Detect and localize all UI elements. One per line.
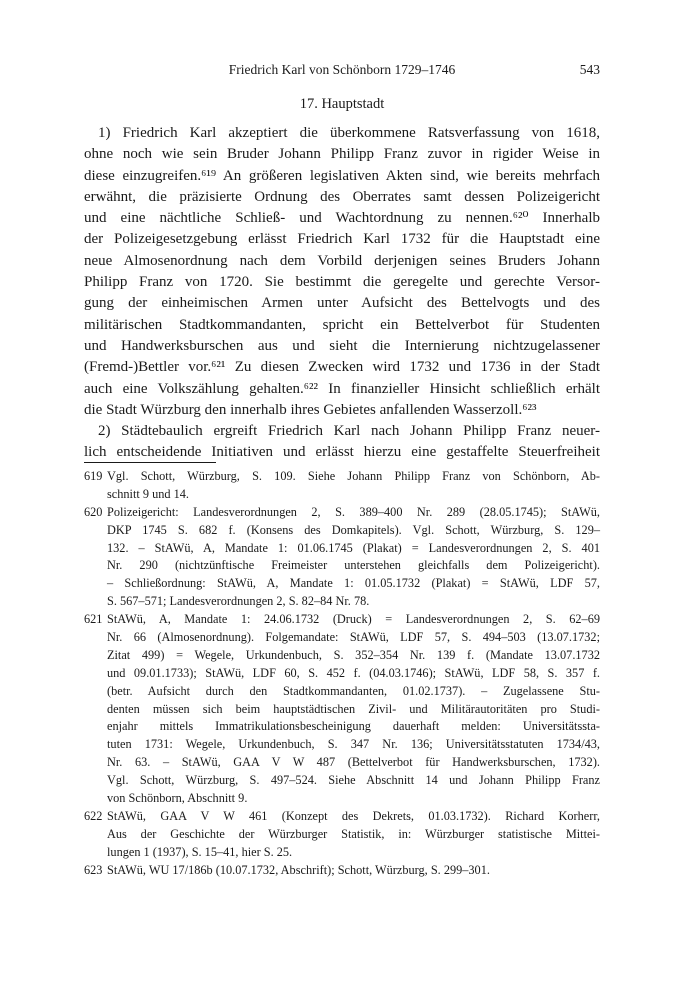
footnote-line: [84, 772, 600, 790]
footnote-line: [84, 826, 600, 844]
footnote-line: [84, 736, 600, 754]
footnote-line: [84, 468, 600, 486]
body-line: 1) Friedrich Karl akzeptiert die überkommene Ratsverfassung von 1618,: [98, 125, 600, 141]
body-line: und Handwerksburschen aus und sieht die Internierung nichtzugelassener: [84, 337, 600, 354]
body-line: ohne noch wie sein Bruder Johann Philipp Franz zuvor in rigider Weise in: [84, 146, 600, 163]
footnote-line: [84, 522, 600, 540]
footnote-line: [84, 665, 600, 683]
body-line: die Stadt Würzburg den innerhalb ihres Gebietes anfallenden Wasserzoll.⁶²³: [84, 401, 537, 418]
footnote-line: [84, 611, 600, 629]
body-line: 2) Städtebaulich ergreift Friedrich Karl nach Johann Philipp Franz neuer-: [98, 423, 600, 440]
body-line: gung der einheimischen Armen unter Aufsicht des Bettelvogts und des: [84, 295, 600, 312]
footnote-number: 623: [84, 862, 103, 877]
footnote-text: Nr. 63. – StAWü, GAA V W 487 (Bettelverbot für Handwerksburschen, 1732).: [107, 755, 600, 770]
footnote-line: [84, 844, 600, 862]
footnote-line: [84, 504, 600, 522]
footnote-line: [84, 862, 600, 880]
body-line: (Fremd-)Bettler vor.⁶²¹ Zu diesen Zwecken wird 1732 und 1736 in der Stadt: [84, 359, 600, 376]
footnote-line: [84, 701, 600, 719]
footnote-line: [84, 629, 600, 647]
footnote-line: [84, 718, 600, 736]
footnote-text: StAWü, WU 17/186b (10.07.1732, Abschrift); Schott, Würzburg, S. 299–301.: [107, 862, 490, 877]
footnote-line: [84, 683, 600, 701]
footnotes: [84, 468, 600, 879]
footnote-text: Polizeigericht: Landesverordnungen 2, S. 389–400 Nr. 289 (28.05.1745); StAWü,: [107, 504, 600, 519]
section-title: 17. Hauptstadt: [299, 96, 385, 112]
footnote-line: [84, 557, 600, 575]
body-text: [84, 123, 600, 464]
footnote-text: S. 567–571; Landesverordnungen 2, S. 82–84 Nr. 78.: [107, 594, 370, 609]
footnote-line: [84, 593, 600, 611]
body-line: diese einzugreifen.⁶¹⁹ An größeren legislativen Akten sind, wie bereits mehrfach: [84, 167, 600, 184]
footnote-text: tuten 1731: Wegele, Urkundenbuch, S. 347 Nr. 136; Universitätsstatuten 1734/43,: [107, 737, 600, 752]
footnote-text: und 09.01.1733); StAWü, LDF 60, S. 452 f. (04.03.1746); StAWü, LDF 58, S. 357 f.: [107, 665, 600, 680]
body-line: lich entscheidende Initiativen und erlässt hierzu eine gestaffelte Steuerfreiheit: [84, 444, 600, 461]
footnote-line: [84, 754, 600, 772]
footnote-number: 619: [84, 469, 103, 483]
body-line: und eine nächtliche Schließ- und Wachtordnung zu nennen.⁶²⁰ Innerhalb: [84, 210, 600, 227]
footnote-line: [84, 486, 600, 504]
footnote-text: enjahr mittels Immatrikulationsbescheinigung dauerhaft melden: Universitätssta-: [107, 719, 600, 734]
body-line: auch eine Volkszählung gehalten.⁶²² In finanzieller Hinsicht schließlich erhält: [84, 380, 600, 397]
body-line: neue Almosenordnung nach dem Vorbild derjenigen seines Bruders Johann: [84, 252, 600, 269]
footnote-text: Nr. 66 (Almosenordnung). Folgemandate: StAWü, LDF 57, S. 494–503 (13.07.1732;: [107, 630, 600, 645]
footnote-text: – Schließordnung: StAWü, A, Mandate 1: 01.05.1732 (Plakat) = StAWü, LDF 57,: [107, 576, 600, 591]
footnote-text: lungen 1 (1937), S. 15–41, hier S. 25.: [107, 844, 293, 859]
body-line: erwähnt, die präzisierte Ordnung des Oberrates samt dessen Polizeigericht: [84, 188, 600, 205]
footnote-number: 622: [84, 808, 103, 823]
body-line: Philipp Franz von 1720. Sie bestimmt die geregelte und gerechte Versor-: [84, 274, 600, 291]
footnote-line: [84, 647, 600, 665]
footnote-number: 621: [84, 612, 103, 627]
footnote-text: von Schönborn, Abschnitt 9.: [107, 791, 248, 806]
footnote-text: Aus der Geschichte der Würzburger Statistik, in: Würzburger statistische Mittei-: [107, 826, 600, 841]
body-line: der Polizeigesetzgebung erlässt Friedrich Karl 1732 für die Hauptstadt eine: [84, 231, 600, 248]
footnote-text: StAWü, GAA V W 461 (Konzept des Dekrets, 01.03.1732). Richard Korherr,: [107, 808, 600, 823]
footnote-text: Zitat 499) = Wegele, Urkundenbuch, S. 352–354 Nr. 139 f. (Mandate 13.07.1732: [107, 647, 600, 662]
footnote-text: (betr. Aufsicht durch den Stadtkommandanten, 01.02.1737). – Zugelassene Stu-: [107, 683, 600, 698]
running-title: Friedrich Karl von Schönborn 1729–1746: [228, 62, 456, 77]
footnote-text: denten müssen sich beim hauptstädtischen Zivil- und Militärautoritäten pro Studi-: [107, 701, 600, 716]
body-line: militärischen Stadtkommandanten, spricht ein Bettelverbot für Studenten: [84, 316, 600, 333]
footnote-text: schnitt 9 und 14.: [107, 486, 189, 501]
footnote-line: [84, 808, 600, 826]
footnote-number: 620: [84, 504, 103, 519]
footnote-line: [84, 540, 600, 558]
footnote-line: [84, 790, 600, 808]
footnote-text: Nr. 290 (nichtzünftische Freimeister unterstehen gleichfalls dem Polizeigericht).: [107, 558, 600, 573]
running-header: [84, 62, 600, 82]
footnote-text: Vgl. Schott, Würzburg, S. 497–524. Siehe Abschnitt 14 und Johann Philipp Franz: [107, 773, 600, 788]
page-number: 543: [579, 62, 600, 77]
footnote-text: StAWü, A, Mandate 1: 24.06.1732 (Druck) = Landesverordnungen 2, S. 62–69: [107, 612, 600, 627]
footnote-text: DKP 1745 S. 682 f. (Konsens des Domkapitels). Vgl. Schott, Würzburg, S. 129–: [107, 522, 600, 537]
footnote-text: Vgl. Schott, Würzburg, S. 109. Siehe Johann Philipp Franz von Schönborn, Ab-: [107, 469, 600, 483]
footnote-text: 132. – StAWü, A, Mandate 1: 01.06.1745 (Plakat) = Landesverordnungen 2, S. 401: [107, 540, 600, 555]
footnote-line: [84, 575, 600, 593]
footnote-rule: [84, 462, 216, 463]
